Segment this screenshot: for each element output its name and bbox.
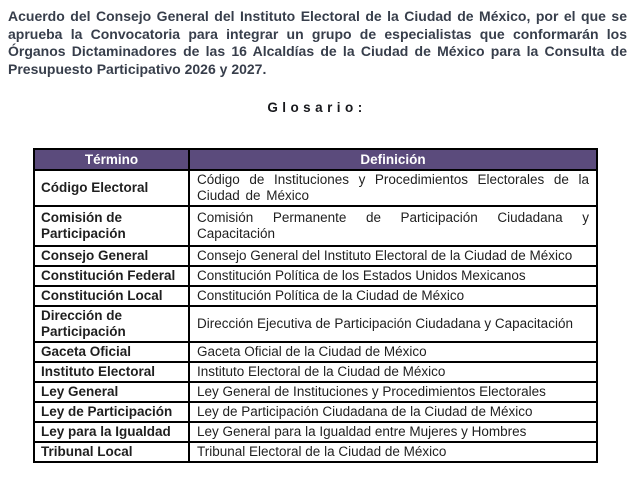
term-cell: Constitución Local (34, 286, 189, 306)
term-cell: Código Electoral (34, 170, 189, 206)
definition-cell: Consejo General del Instituto Electoral de la Ciudad de México (189, 246, 597, 266)
term-cell: Ley de Participación (34, 402, 189, 422)
table-row (34, 246, 597, 266)
definition-cell: Dirección Ejecutiva de Participación Ciudadana y Capacitación (189, 306, 597, 342)
definition-cell: Código de Instituciones y Procedimientos Electorales de la Ciudad de México (189, 170, 597, 206)
table-row (34, 442, 597, 462)
table-row (34, 362, 597, 382)
term-cell: Ley General (34, 382, 189, 402)
term-cell: Gaceta Oficial (34, 342, 189, 362)
definition-cell: Constitución Política de los Estados Unidos Mexicanos (189, 266, 597, 286)
column-header-term: Término (34, 149, 189, 170)
definition-cell: Constitución Política de la Ciudad de México (189, 286, 597, 306)
definition-cell: Comisión Permanente de Participación Ciudadana y Capacitación (189, 206, 597, 246)
table-row (34, 402, 597, 422)
section-heading-glosario: Glosario: (267, 100, 367, 115)
term-cell: Dirección de Participación (34, 306, 189, 342)
term-cell: Consejo General (34, 246, 189, 266)
table-header-row (34, 149, 597, 170)
term-cell: Instituto Electoral (34, 362, 189, 382)
term-cell: Tribunal Local (34, 442, 189, 462)
table-row (34, 206, 597, 246)
term-cell: Constitución Federal (34, 266, 189, 286)
table-row (34, 306, 597, 342)
glossary-table (33, 148, 598, 463)
table-row (34, 382, 597, 402)
page-title: Acuerdo del Consejo General del Instituto Electoral de la Ciudad de México, por el que se aprueba la Convocatoria para integrar un grupo de especialistas que conformarán los Órganos Dictaminadores de las 16 Alcaldías de la Ciudad de México para la Consulta de Presupuesto Participativo 2026 y 2027. (8, 8, 627, 77)
table-row (34, 286, 597, 306)
definition-cell: Tribunal Electoral de la Ciudad de México (189, 442, 597, 462)
table-row (34, 170, 597, 206)
term-cell: Ley para la Igualdad (34, 422, 189, 442)
definition-cell: Ley General para la Igualdad entre Mujeres y Hombres (189, 422, 597, 442)
term-cell: Comisión de Participación (34, 206, 189, 246)
column-header-definition: Definición (189, 149, 597, 170)
definition-cell: Ley General de Instituciones y Procedimientos Electorales (189, 382, 597, 402)
table-row (34, 422, 597, 442)
table-row (34, 342, 597, 362)
definition-cell: Gaceta Oficial de la Ciudad de México (189, 342, 597, 362)
table-row (34, 266, 597, 286)
definition-cell: Ley de Participación Ciudadana de la Ciudad de México (189, 402, 597, 422)
definition-cell: Instituto Electoral de la Ciudad de México (189, 362, 597, 382)
